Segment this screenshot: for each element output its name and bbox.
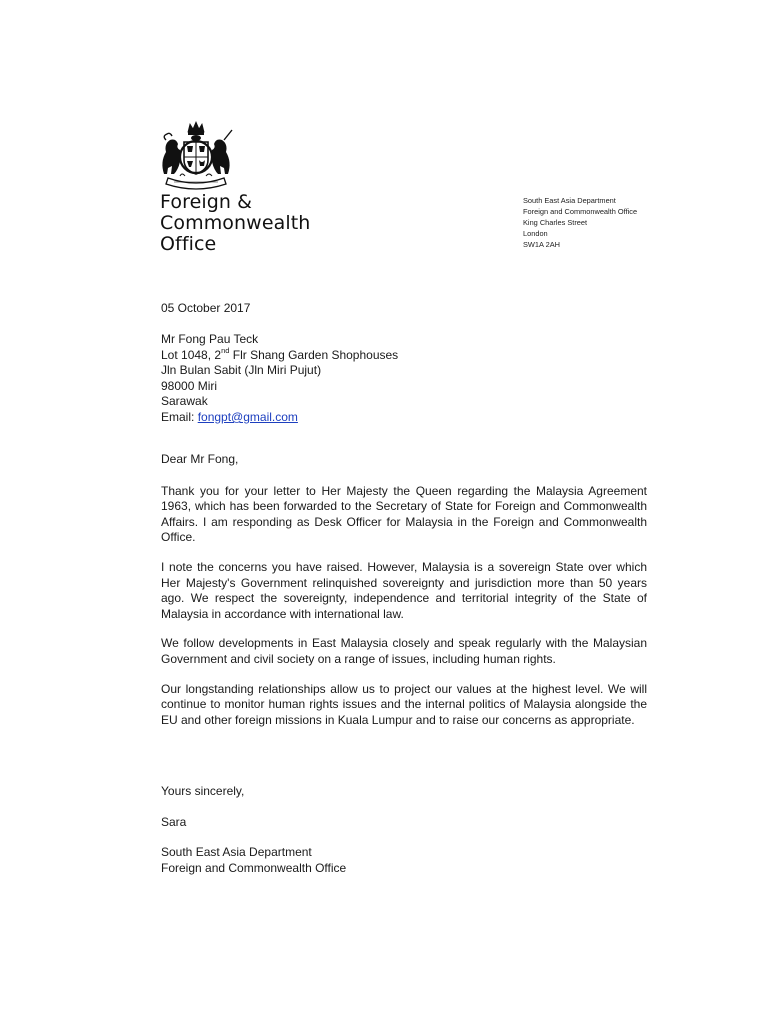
signatory-department-line: Foreign and Commonwealth Office bbox=[161, 860, 347, 875]
royal-coat-of-arms-icon bbox=[154, 118, 238, 196]
recipient-block bbox=[161, 332, 398, 426]
signatory-name: Sara bbox=[161, 815, 187, 829]
body-paragraph: Thank you for your letter to Her Majesty the Queen regarding the Malaysia Agreement 1963, which has been forwarded to the Secretary of State for Foreign and Commonwealth Affairs. I am responding as Desk Officer for Malaysia in the Foreign and Commonwealth Office. bbox=[161, 483, 647, 545]
closing: Yours sincerely, bbox=[161, 784, 245, 798]
letter-date: 05 October 2017 bbox=[161, 301, 251, 315]
department-address-line: Foreign and Commonwealth Office bbox=[523, 207, 638, 216]
recipient-name: Mr Fong Pau Teck bbox=[161, 332, 259, 346]
department-address bbox=[523, 195, 637, 250]
organisation-name-line: Foreign & bbox=[160, 191, 253, 213]
email-label: Email: bbox=[161, 409, 198, 424]
department-address-line: SW1A 2AH bbox=[523, 240, 560, 249]
signatory-department bbox=[161, 845, 346, 876]
recipient-address-line: Sarawak bbox=[161, 394, 208, 409]
address-line-superscript: nd bbox=[221, 345, 230, 355]
recipient-address-line: 98000 Miri bbox=[161, 378, 218, 393]
department-address-line: King Charles Street bbox=[523, 218, 588, 227]
email-link[interactable]: fongpt@gmail.com bbox=[197, 409, 298, 424]
salutation: Dear Mr Fong, bbox=[161, 452, 239, 466]
letter-body bbox=[161, 452, 647, 742]
organisation-name bbox=[160, 192, 310, 255]
department-address-line: London bbox=[523, 229, 548, 238]
recipient-address-line bbox=[161, 345, 399, 364]
organisation-name-line: Office bbox=[160, 233, 217, 255]
body-paragraph: We follow developments in East Malaysia closely and speak regularly with the Malaysian Government and civil society on a range of issues, including human rights. bbox=[161, 636, 647, 666]
body-paragraph: Our longstanding relationships allow us to project our values at the highest level. We will continue to monitor human rights issues and the internal politics of Malaysia alongside the EU and other foreign missions in Kuala Lumpur and to raise our concerns as appropriate. bbox=[161, 681, 647, 727]
body-paragraph: I note the concerns you have raised. However, Malaysia is a sovereign State over which Her Majesty's Government relinquished sovereignty and jurisdiction more than 50 years ago. We respect the sovereignty, independence and territorial integrity of the State of Malaysia in accordance with international law. bbox=[161, 559, 647, 621]
recipient-email-line bbox=[161, 410, 398, 426]
address-line-suffix: Flr Shang Garden Shophouses bbox=[229, 347, 399, 362]
address-line-prefix: Lot 1048, 2 bbox=[161, 347, 222, 362]
recipient-address-line: Jln Bulan Sabit (Jln Miri Pujut) bbox=[161, 363, 322, 378]
organisation-name-line: Commonwealth bbox=[160, 212, 311, 234]
signatory-department-line: South East Asia Department bbox=[161, 845, 312, 859]
department-address-line: South East Asia Department bbox=[523, 196, 616, 205]
